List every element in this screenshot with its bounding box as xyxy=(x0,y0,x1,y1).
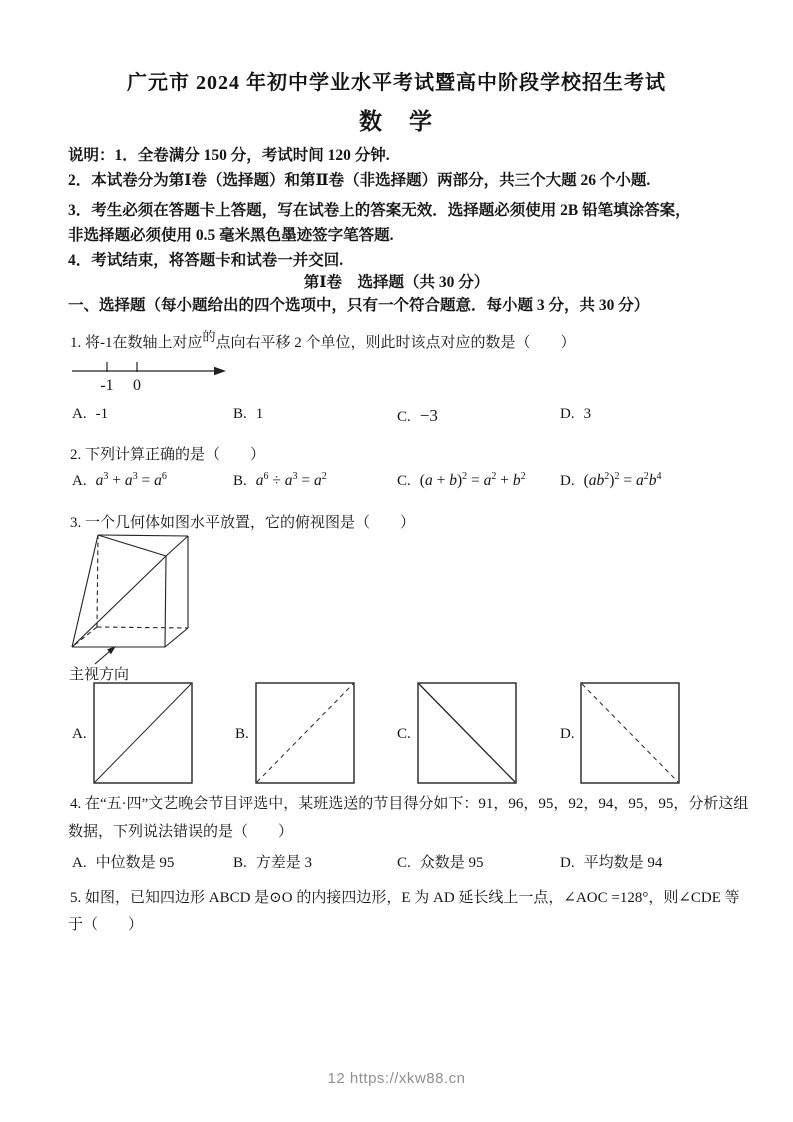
part-1-heading: 第Ⅰ卷 选择题（共 30 分） xyxy=(303,274,490,291)
question-4-stem-line1: 4. 在“五·四”文艺晚会节目评选中，某班选送的节目得分如下：91，96，95，92，94，95，95，分析这组 xyxy=(70,796,749,812)
q1-option-d: D. 3 xyxy=(560,406,592,422)
question-2-options xyxy=(0,472,793,498)
q4-option-a: A. 中位数是 95 xyxy=(72,855,175,871)
q1-option-a: A. -1 xyxy=(72,406,109,422)
q1-option-c: C. −3 xyxy=(397,406,438,425)
q2-option-b: B. $a^6 \div a^3 = a^2$ xyxy=(233,470,327,489)
question-1-options xyxy=(0,406,793,432)
tick-label-zero: 0 xyxy=(133,377,141,394)
note-line-2: 2．本试卷分为第Ⅰ卷（选择题）和第Ⅱ卷（非选择题）两部分，共三个大题 26 个小题. xyxy=(68,172,651,189)
view-direction-label: 主视方向 xyxy=(69,667,130,683)
note-line-3a: 3．考生必须在答题卡上答题，写在试卷上的答案无效．选择题必须使用 2B 铅笔填涂答案， xyxy=(68,202,691,219)
note-line-1: 说明：1．全卷满分 150 分，考试时间 120 分钟. xyxy=(68,147,390,164)
exam-title: 广元市 2024 年初中学业水平考试暨高中阶段学校招生考试 xyxy=(127,72,666,94)
subject-title: 数 学 xyxy=(359,109,434,134)
tick-label-minus1: -1 xyxy=(100,377,114,394)
q3-option-d-label: D. xyxy=(560,726,575,742)
view-arrow xyxy=(95,651,110,664)
question-4-options xyxy=(0,851,793,877)
q2-option-a: A. $a^3 + a^3 = a^6$ xyxy=(72,470,167,489)
q3-square-a xyxy=(93,682,193,784)
question-1-stem: 1. 将-1在数轴上对应的点向右平移 2 个单位，则此时该点对应的数是（ ） xyxy=(70,329,576,351)
page-footer-watermark: 12 https://xkw88.cn xyxy=(327,1070,466,1087)
q2-option-d: D. $(ab^2)^2 = a^2b^4$ xyxy=(560,470,662,489)
q3-square-b xyxy=(255,682,355,784)
q3-square-d xyxy=(580,682,680,784)
note-line-4: 4．考试结束，将答题卡和试卷一并交回. xyxy=(68,252,344,269)
question-5-stem-line2: 于（ ） xyxy=(68,917,144,933)
number-line-figure xyxy=(64,355,239,397)
raised-char: 的 xyxy=(202,329,216,344)
arrowhead-icon xyxy=(214,367,226,375)
q3-option-c-label: C. xyxy=(397,726,411,742)
q1-option-b: B. 1 xyxy=(233,406,264,422)
q3-square-c xyxy=(417,682,517,784)
q4-option-d: D. 平均数是 94 xyxy=(560,855,663,871)
question-4-stem-line2: 数据，下列说法错误的是（ ） xyxy=(68,824,294,840)
q4-option-b: B. 方差是 3 xyxy=(233,855,313,871)
solid-figure xyxy=(65,528,210,684)
question-3-stem: 3. 一个几何体如图水平放置，它的俯视图是（ ） xyxy=(70,515,416,531)
q2-option-c: C. $(a + b)^2 = a^2 + b^2$ xyxy=(397,470,526,489)
question-2-stem: 2. 下列计算正确的是（ ） xyxy=(70,447,266,463)
question-5-stem-line1: 5. 如图，已知四边形 ABCD 是⊙O 的内接四边形，E 为 AD 延长线上一点，∠AOC =128°，则∠CDE 等 xyxy=(70,890,740,906)
question-3-options xyxy=(0,682,793,786)
note-line-3b: 非选择题必须使用 0.5 毫米黑色墨迹签字笔答题. xyxy=(68,227,394,244)
q4-option-c: C. 众数是 95 xyxy=(397,855,484,871)
q3-option-a-label: A. xyxy=(72,726,87,742)
section-1-heading: 一、选择题（每小题给出的四个选项中，只有一个符合题意．每小题 3 分，共 30 分） xyxy=(68,297,650,314)
q3-option-b-label: B. xyxy=(235,726,249,742)
